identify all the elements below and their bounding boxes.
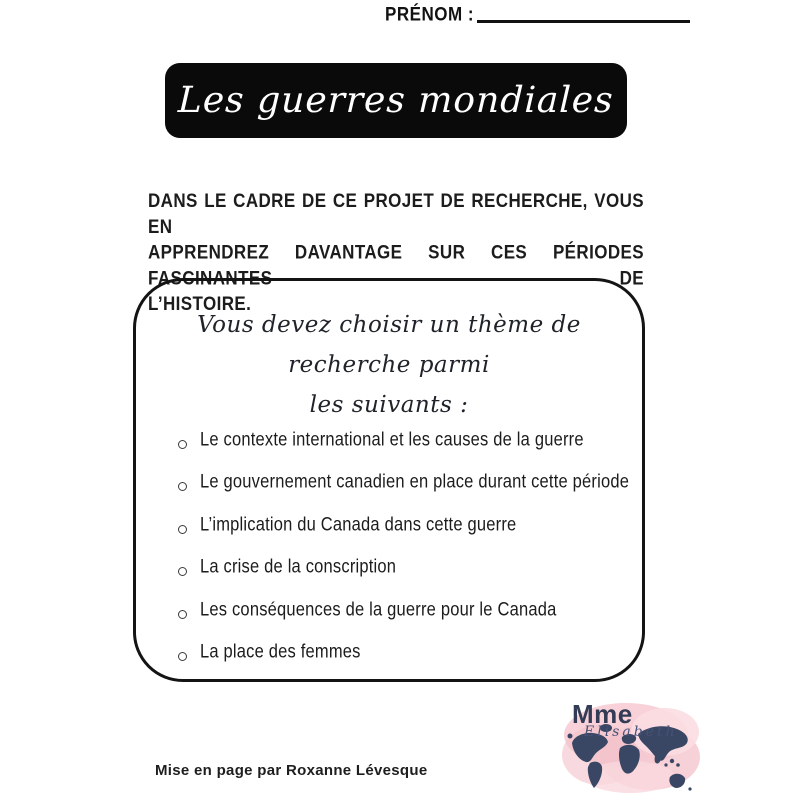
box-heading-line: Vous devez choisir un thème de recherche parmi: [197, 312, 581, 378]
page-title: Les guerres mondiales: [177, 80, 615, 121]
bullet-circle-icon: [178, 525, 187, 534]
logo-elisabeth-text: Elisabeth: [584, 724, 678, 740]
list-item: [178, 547, 626, 590]
list-item: [178, 419, 626, 462]
list-item: [178, 462, 630, 505]
bullet-circle-icon: [178, 482, 187, 491]
box-heading-line: les suivants :: [309, 392, 469, 418]
list-item-label: La crise de la conscription: [200, 556, 397, 578]
bullet-circle-icon: [178, 652, 187, 661]
layout-credit: Mise en page par Roxanne Lévesque: [155, 762, 428, 779]
intro-line: APPRENDREZ DAVANTAGE SUR CES PÉRIODES FASCINANTES DE: [148, 241, 644, 289]
intro-line: L’HISTOIRE.: [148, 293, 252, 315]
list-item: [178, 589, 626, 632]
prenom-blank-line: [477, 20, 690, 23]
list-item-label: Le gouvernement canadien en place durant cette période: [200, 471, 630, 493]
logo-mme-text: Mme: [572, 699, 633, 729]
list-item-label: L’implication du Canada dans cette guerre: [200, 514, 517, 536]
intro-line: DANS LE CADRE DE CE PROJET DE RECHERCHE, VOUS EN: [148, 190, 644, 238]
title-banner: [165, 63, 627, 138]
theme-list: [178, 419, 630, 674]
list-item-label: Le contexte international et les causes de la guerre: [200, 429, 584, 451]
prenom-label: PRÉNOM :: [385, 3, 474, 25]
list-item-label: Les conséquences de la guerre pour le Canada: [200, 599, 557, 621]
bullet-circle-icon: [178, 567, 187, 576]
theme-choice-box: [133, 278, 645, 682]
list-item-label: La place des femmes: [200, 641, 361, 663]
list-item: [178, 632, 626, 675]
mme-elisabeth-logo: [560, 697, 702, 797]
bullet-circle-icon: [178, 610, 187, 619]
list-item: [178, 504, 626, 547]
box-heading: [136, 305, 642, 425]
bullet-circle-icon: [178, 440, 187, 449]
